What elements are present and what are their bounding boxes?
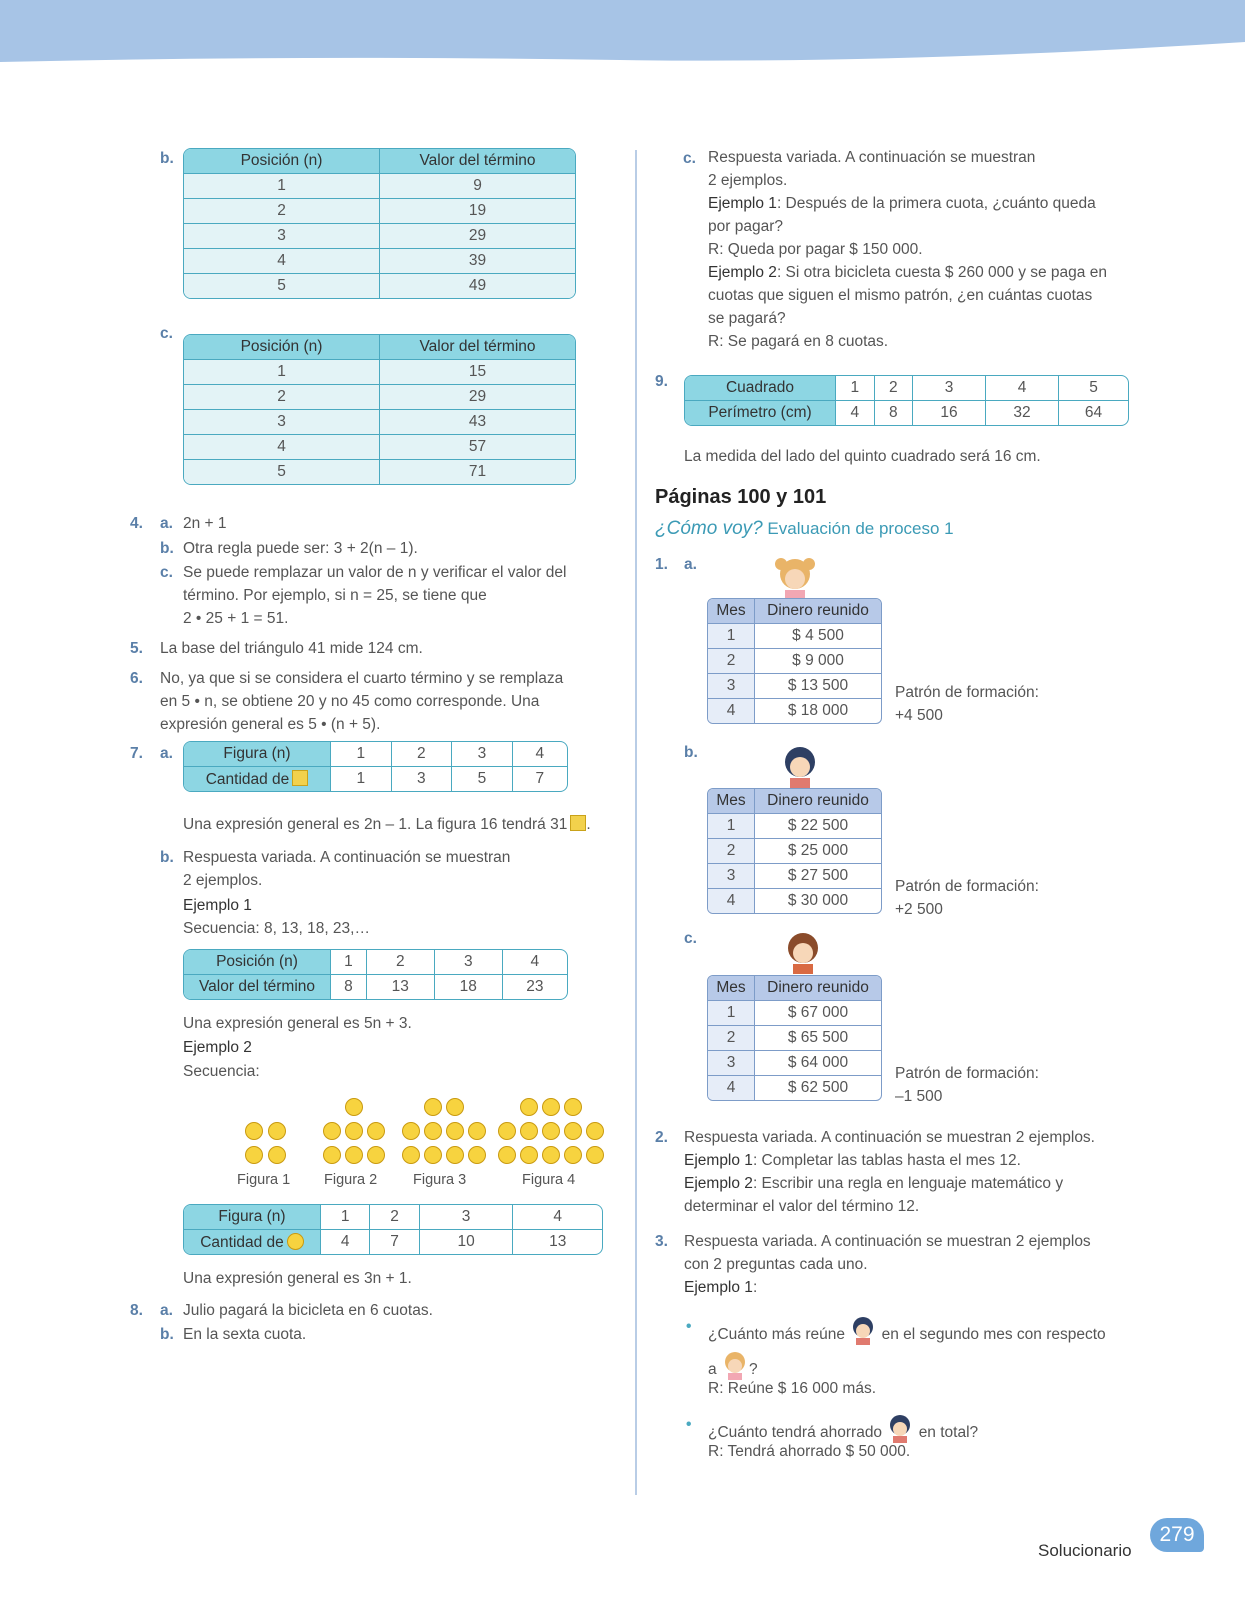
q5-text: La base del triángulo 41 mide 124 cm. <box>160 640 423 657</box>
section-heading: Páginas 100 y 101 <box>655 486 827 508</box>
e2-number: 2. <box>655 1129 668 1146</box>
table-header: Cuadrado <box>685 376 836 401</box>
table-cell: $ 64 000 <box>755 1051 881 1076</box>
table-cell: 3 <box>708 1051 755 1076</box>
table-cell: 3 <box>184 224 380 249</box>
dot <box>402 1146 420 1164</box>
table-cell: 2 <box>370 1205 419 1230</box>
q8c-ej1-line1: : Después de la primera cuota, ¿cuánto queda <box>776 195 1096 212</box>
q3b-table <box>183 148 576 299</box>
q7b-ej1-seq: Secuencia: 8, 13, 18, 23,… <box>183 920 370 937</box>
pattern-value: +4 500 <box>895 707 943 724</box>
table-cell: 1 <box>331 767 392 791</box>
table-cell: $ 67 000 <box>755 1001 881 1026</box>
e2-ej1-title: Ejemplo 1 <box>684 1152 753 1169</box>
e1a-pattern <box>895 681 1039 727</box>
table-cell: 29 <box>380 385 575 410</box>
table-cell: 18 <box>435 975 503 999</box>
table-cell: 64 <box>1084 404 1103 421</box>
table-cell: 13 <box>367 975 435 999</box>
subheading-rest: Evaluación de proceso 1 <box>762 519 954 538</box>
table-header <box>184 767 331 791</box>
e2-ej1-text: : Completar las tablas hasta el mes 12. <box>752 1152 1021 1169</box>
table-header: Valor del término <box>184 975 331 999</box>
dot <box>424 1122 442 1140</box>
q7-number: 7. <box>130 745 143 762</box>
q7b-text <box>183 846 623 940</box>
table-cell: 49 <box>380 274 575 298</box>
table-cell: $ 18 000 <box>787 702 849 719</box>
dot <box>564 1122 582 1140</box>
q8c-ej1-ans: R: Queda por pagar $ 150 000. <box>708 241 923 258</box>
table-header: Valor del término <box>380 335 575 360</box>
table-cell: 1 <box>184 174 380 199</box>
figure-label: Figura 2 <box>324 1172 378 1188</box>
q8c-ej2-line2: cuotas que siguen el mismo patrón, ¿en cuántas cuotas <box>708 287 1093 304</box>
table-cell: $ 4 500 <box>755 624 881 649</box>
q8-number: 8. <box>130 1302 143 1319</box>
q4b-label: b. <box>160 540 174 557</box>
q8b-text: En la sexta cuota. <box>183 1326 307 1343</box>
table-cell: 5 <box>1059 376 1128 401</box>
e1b-label: b. <box>684 744 698 761</box>
table-cell: 43 <box>380 410 575 435</box>
table-cell: 1 <box>321 1205 370 1230</box>
table-cell: 4 <box>708 699 755 723</box>
pattern-label: Patrón de formación: <box>895 684 1039 701</box>
figure-label: Figura 3 <box>413 1172 467 1188</box>
table-header: Figura (n) <box>184 742 331 767</box>
table-cell: 1 <box>708 1001 755 1026</box>
e3-bullet2-ans: R: Tendrá ahorrado $ 50 000. <box>708 1443 911 1460</box>
child-avatar-icon <box>780 928 826 974</box>
e3-bullet2-post: en total? <box>918 1424 979 1441</box>
q7a-table <box>183 741 568 792</box>
table-cell: 39 <box>380 249 575 274</box>
q6-text <box>160 667 620 736</box>
q8c-ej1-line2: por pagar? <box>708 218 783 235</box>
table-cell: 3 <box>420 1205 514 1230</box>
table-cell: 57 <box>380 435 575 460</box>
q6-number: 6. <box>130 670 143 687</box>
q4c-line3: 2 • 25 + 1 = 51. <box>183 610 289 627</box>
e1a-table <box>707 598 882 724</box>
section-subheading <box>655 518 954 540</box>
q7b-ej2-table <box>183 1204 603 1255</box>
pattern-label: Patrón de formación: <box>895 878 1039 895</box>
table-cell: 7 <box>370 1230 419 1254</box>
e1a-label: a. <box>684 556 697 573</box>
q4c-text <box>183 561 623 630</box>
dot <box>446 1146 464 1164</box>
table-cell: 1 <box>836 376 875 401</box>
table-cell: $ 22 500 <box>755 814 881 839</box>
table-cell: 4 <box>708 1076 755 1100</box>
q7b-ej2-title: Ejemplo 2 <box>183 1039 252 1056</box>
dot <box>345 1146 363 1164</box>
e3-text <box>684 1230 1144 1299</box>
q7b-line2: 2 ejemplos. <box>183 872 263 889</box>
table-cell: 4 <box>184 435 380 460</box>
page-number: 279 <box>1150 1518 1204 1552</box>
table-header: Dinero reunido <box>755 599 881 624</box>
table-cell: 71 <box>380 460 575 484</box>
q3b-label: b. <box>160 150 174 167</box>
dot <box>542 1098 560 1116</box>
e3-number: 3. <box>655 1233 668 1250</box>
q6-line2: en 5 • n, se obtiene 20 y no 45 como corresponde. Una <box>160 693 540 710</box>
dot <box>323 1122 341 1140</box>
table-cell: 2 <box>184 199 380 224</box>
dot <box>345 1122 363 1140</box>
e1b-table <box>707 788 882 914</box>
q6-line3: expresión general es 5 • (n + 5). <box>160 716 381 733</box>
table-header: Dinero reunido <box>755 976 881 1001</box>
q8c-line1: Respuesta variada. A continuación se muestran <box>708 149 1036 166</box>
table-cell: 2 <box>367 950 435 975</box>
banner-wave <box>0 0 1245 75</box>
dot <box>468 1122 486 1140</box>
table-header <box>184 1230 321 1254</box>
e1c-label: c. <box>684 930 697 947</box>
table-cell: 16 <box>913 401 986 425</box>
square-icon <box>292 770 308 786</box>
pattern-value: +2 500 <box>895 901 943 918</box>
table-cell: 15 <box>380 360 575 385</box>
e3-line1: Respuesta variada. A continuación se muestran 2 ejemplos <box>684 1233 1091 1250</box>
table-cell: 5 <box>184 274 380 298</box>
figure-label: Figura 4 <box>522 1172 576 1188</box>
bullet-icon: • <box>686 1416 692 1433</box>
table-header: Mes <box>708 599 755 624</box>
q7b-ej1-table <box>183 949 568 1000</box>
q8c-ej2-line1: : Si otra bicicleta cuesta $ 260 000 y se paga en <box>776 264 1107 281</box>
dot <box>424 1146 442 1164</box>
table-cell: 3 <box>184 410 380 435</box>
table-cell: 2 <box>708 1026 755 1051</box>
table-cell: 2 <box>392 742 453 767</box>
row-header-text: Cantidad de <box>205 770 290 788</box>
table-cell: 3 <box>392 767 453 791</box>
table-cell: 3 <box>452 742 513 767</box>
q7b-line1: Respuesta variada. A continuación se muestran <box>183 849 511 866</box>
e3-bullet1-pre: ¿Cuánto más reúne <box>708 1326 845 1343</box>
table-cell: 3 <box>708 864 755 889</box>
table-cell: $ 65 500 <box>755 1026 881 1051</box>
table-cell: 4 <box>513 742 567 767</box>
dot <box>564 1098 582 1116</box>
table-cell: 32 <box>986 401 1059 425</box>
q8a-label: a. <box>160 1302 173 1319</box>
table-cell: 4 <box>321 1230 370 1254</box>
table-cell: 2 <box>184 385 380 410</box>
q4a-label: a. <box>160 515 173 532</box>
table-cell: 1 <box>331 950 367 975</box>
q8c-ej1-title: Ejemplo 1 <box>708 195 777 212</box>
table-cell: 5 <box>184 460 380 484</box>
table-cell: 4 <box>708 889 755 913</box>
q7b-ej1-expr: Una expresión general es 5n + 3. <box>183 1015 412 1032</box>
table-header: Posición (n) <box>184 149 380 174</box>
q9-table <box>684 375 1129 426</box>
e2-ej2-line1: : Escribir una regla en lenguaje matemático y <box>752 1175 1064 1192</box>
e1c-table <box>707 975 882 1101</box>
q7a-label: a. <box>160 745 173 762</box>
q8a-text: Julio pagará la bicicleta en 6 cuotas. <box>183 1302 433 1319</box>
e2-ej2-title: Ejemplo 2 <box>684 1175 753 1192</box>
table-cell: $ 9 000 <box>755 649 881 674</box>
q7b-ej2-seq: Secuencia: <box>183 1063 260 1080</box>
table-cell: 1 <box>708 624 755 649</box>
q7b-ej2-block <box>183 1012 412 1083</box>
footer-label: Solucionario <box>1038 1541 1132 1560</box>
table-header: Mes <box>708 976 755 1001</box>
table-cell: 4 <box>836 401 875 425</box>
e3-bullet1-post: en el segundo mes con respecto <box>881 1326 1106 1343</box>
dot <box>468 1146 486 1164</box>
e3-bullet1-ans: R: Reúne $ 16 000 más. <box>708 1380 877 1397</box>
e3-bullet1-a: a <box>708 1361 717 1378</box>
e3-bullet2-pre: ¿Cuánto tendrá ahorrado <box>708 1424 883 1441</box>
e3-line2: con 2 preguntas cada uno. <box>684 1256 868 1273</box>
q7b-ej1-title: Ejemplo 1 <box>183 897 252 914</box>
table-cell: 13 <box>549 1233 567 1250</box>
dot <box>367 1146 385 1164</box>
table-cell: $ 30 000 <box>787 892 849 909</box>
column-divider <box>635 150 637 1495</box>
table-cell: 29 <box>380 224 575 249</box>
table-cell: 4 <box>513 1205 602 1230</box>
e1c-pattern <box>895 1062 1039 1108</box>
table-cell: 2 <box>875 376 914 401</box>
dot <box>564 1146 582 1164</box>
e1b-pattern <box>895 875 1039 921</box>
table-header: Mes <box>708 789 755 814</box>
e3-bullet1-q: ? <box>748 1361 758 1378</box>
q4-number: 4. <box>130 515 143 532</box>
dot <box>402 1122 420 1140</box>
dot <box>446 1122 464 1140</box>
dot <box>424 1098 442 1116</box>
table-cell: 3 <box>435 950 503 975</box>
e3-bullet1-line <box>708 1315 1106 1346</box>
dot <box>542 1122 560 1140</box>
table-cell: $ 25 000 <box>755 839 881 864</box>
table-cell: 2 <box>708 649 755 674</box>
q7a-expression: Una expresión general es 2n – 1. La figura 16 tendrá 31 <box>183 816 568 833</box>
table-cell: 4 <box>184 249 380 274</box>
dot <box>345 1098 363 1116</box>
q8c-text <box>708 146 1148 353</box>
table-cell: 7 <box>535 770 545 787</box>
table-cell: 3 <box>708 674 755 699</box>
bullet-icon: • <box>686 1318 692 1335</box>
table-header: Posición (n) <box>184 950 331 975</box>
circle-icon <box>287 1233 304 1250</box>
dot <box>367 1122 385 1140</box>
q4c-line1: Se puede remplazar un valor de n y verificar el valor del <box>183 564 567 581</box>
dot <box>268 1122 286 1140</box>
pattern-value: –1 500 <box>895 1088 943 1105</box>
table-cell: 9 <box>380 174 575 199</box>
table-cell: 1 <box>184 360 380 385</box>
boy-avatar-icon <box>849 1315 877 1345</box>
table-cell: 4 <box>503 950 567 975</box>
dot <box>498 1122 516 1140</box>
q3c-label: c. <box>160 325 173 342</box>
table-cell: 5 <box>452 767 513 791</box>
dot <box>520 1146 538 1164</box>
table-cell: $ 62 500 <box>787 1079 849 1096</box>
q4a-text: 2n + 1 <box>183 515 227 532</box>
q8c-ej2-title: Ejemplo 2 <box>708 264 777 281</box>
table-cell: 3 <box>913 376 986 401</box>
q4c-label: c. <box>160 564 173 581</box>
q7b-label: b. <box>160 849 174 866</box>
table-cell: 4 <box>986 376 1059 401</box>
figure-label: Figura 1 <box>237 1172 291 1188</box>
q8c-label: c. <box>683 150 696 167</box>
table-cell: 19 <box>380 199 575 224</box>
subheading-question: ¿Cómo voy? <box>655 518 763 539</box>
table-header: Posición (n) <box>184 335 380 360</box>
q9-text: La medida del lado del quinto cuadrado será 16 cm. <box>684 448 1041 465</box>
dot <box>245 1122 263 1140</box>
table-cell: 1 <box>708 814 755 839</box>
table-header: Perímetro (cm) <box>685 401 836 425</box>
q8c-line2: 2 ejemplos. <box>708 172 788 189</box>
dot <box>586 1122 604 1140</box>
boy-avatar-icon <box>886 1413 914 1443</box>
girl-avatar-icon <box>772 554 818 600</box>
top-banner <box>0 0 1245 70</box>
e2-text <box>684 1126 1144 1218</box>
table-cell: $ 13 500 <box>755 674 881 699</box>
q4b-text: Otra regla puede ser: 3 + 2(n – 1). <box>183 540 418 557</box>
q5-number: 5. <box>130 640 143 657</box>
q9-number: 9. <box>655 373 668 390</box>
table-cell: 23 <box>526 978 544 995</box>
e2-line1: Respuesta variada. A continuación se muestran 2 ejemplos. <box>684 1129 1095 1146</box>
q7a-text: Una expresión general es 2n – 1. La figura 16 tendrá 31 . <box>183 816 591 833</box>
q8c-ej2-ans: R: Se pagará en 8 cuotas. <box>708 333 889 350</box>
e1-number: 1. <box>655 556 668 573</box>
e2-ej2-line2: determinar el valor del término 12. <box>684 1198 920 1215</box>
q7b-ej2-expr: Una expresión general es 3n + 1. <box>183 1270 412 1287</box>
dot <box>268 1146 286 1164</box>
dot <box>520 1098 538 1116</box>
dot <box>323 1146 341 1164</box>
q3c-table <box>183 334 576 485</box>
q8c-ej2-line3: se pagará? <box>708 310 786 327</box>
dot <box>446 1098 464 1116</box>
table-cell: 8 <box>875 401 914 425</box>
dot <box>586 1146 604 1164</box>
dot <box>520 1122 538 1140</box>
girl-avatar-icon <box>721 1350 749 1380</box>
row-header-text: Cantidad de <box>200 1233 284 1251</box>
q6-line1: No, ya que si se considera el cuarto término y se remplaza <box>160 670 564 687</box>
table-cell: 10 <box>420 1230 514 1254</box>
table-header: Dinero reunido <box>755 789 881 814</box>
table-header: Figura (n) <box>184 1205 321 1230</box>
e3-ej1-title: Ejemplo 1 <box>684 1279 753 1296</box>
e3-ej1-colon: : <box>752 1279 758 1296</box>
table-cell: $ 27 500 <box>755 864 881 889</box>
table-cell: 1 <box>331 742 392 767</box>
boy-avatar-icon <box>777 742 823 788</box>
dot <box>245 1146 263 1164</box>
square-icon <box>570 815 586 831</box>
q4c-line2: término. Por ejemplo, si n = 25, se tiene que <box>183 587 487 604</box>
table-header: Valor del término <box>380 149 575 174</box>
q8b-label: b. <box>160 1326 174 1343</box>
table-cell: 8 <box>331 975 367 999</box>
table-cell: 2 <box>708 839 755 864</box>
pattern-label: Patrón de formación: <box>895 1065 1039 1082</box>
dot <box>498 1146 516 1164</box>
dot <box>542 1146 560 1164</box>
